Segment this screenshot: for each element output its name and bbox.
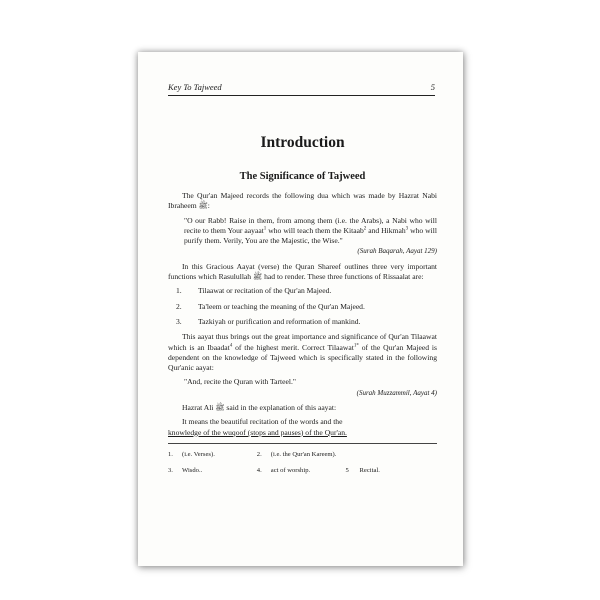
quote-dua: "O our Rabb! Raise in them, from among them (i.e. the Arabs), a Nabi who will recite to them Your aayaat$^1$ who will teach them the Kitaab$^2$ and Hikmah$^3$ who will purify them. Verily, You are the Majestic, the Wise." [184, 215, 437, 246]
list-item: 2. Ta'leem or teaching the meaning of the Qur'an Majeed. [176, 301, 365, 311]
citation-muzzammil: (Surah Muzzammil, Aayat 4) [356, 388, 437, 397]
footnote: 4. act of worship. [256, 467, 311, 475]
paragraph-significance: This aayat thus brings out the great importance and significance of Qur'an Tilaawat which is an Ibaadat$^4$ of the highest merit. Correct Tilaawat$^{1*}$ of the Qur'an Majeed is dependent on the knowledge of Tajweed which is specifically stated in the following Qur'anic aayat: [168, 332, 437, 373]
list-item: 1. Tilaawat or recitation of the Qur'an Majeed. [176, 286, 332, 296]
paragraph-dua-intro: The Qur'an Majeed records the following dua which was made by Hazrat Nabi Ibraheem ﷺ: [168, 191, 437, 211]
underlined-text: knowledge of the wuqoof (stops and pauses) of the Qur'an. [168, 427, 347, 437]
paragraph-functions-intro: In this Gracious Aayat (verse) the Quran Shareef outlines three very important functions which Rasulullah ﷺ had to render. These three functions of Rissaalat are: [168, 261, 437, 282]
footnote-marker: 4 [229, 343, 233, 349]
footnote-row [168, 450, 437, 460]
functions-list [168, 286, 437, 327]
footnote: 1. (i.e. Verses). [168, 450, 215, 458]
paragraph-hazrat-ali: Hazrat Ali ﷺ said in the explanation of this aayat: [182, 403, 337, 413]
footnote-marker: 1 [263, 226, 267, 232]
citation-baqarah: (Surah Baqarah, Aayat 129) [357, 247, 437, 256]
footnote: 2. (i.e. the Qur'an Kareem). [256, 450, 337, 458]
paragraph-explanation: It means the beautiful recitation of the words and the knowledge of the wuqoof (stops and pauses) of the Qur'an. [168, 417, 347, 437]
chapter-title: Introduction [260, 134, 345, 151]
book-page [138, 52, 463, 566]
footnote [346, 450, 435, 460]
footnote-marker: 2 [363, 226, 367, 232]
footnote-row [168, 466, 437, 476]
footnote-rule [168, 443, 437, 444]
section-title: The Significance of Tajweed [239, 171, 366, 182]
running-head [168, 82, 435, 92]
footnote: 5 Recital. [345, 467, 380, 475]
page-content [168, 134, 437, 483]
footnote-marker: 1* [353, 343, 359, 349]
page-number: 5 [430, 82, 435, 92]
header-rule [168, 95, 435, 96]
running-title: Key To Tajweed [168, 82, 222, 92]
footnote-marker: 3 [405, 226, 409, 232]
list-item: 3. Tazkiyah or purification and reformation of mankind. [176, 316, 361, 326]
footnote: 3. Wisdo.. [168, 467, 203, 475]
quote-tarteel: "And, recite the Quran with Tarteel." [184, 377, 297, 387]
